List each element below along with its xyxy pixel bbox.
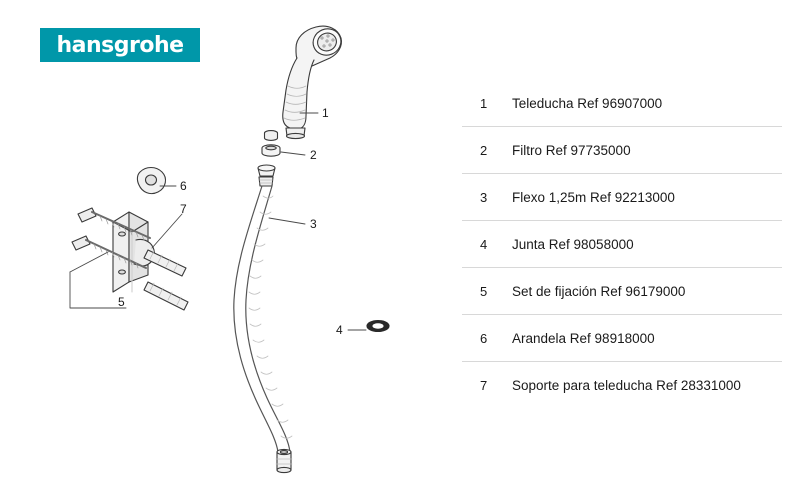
parts-list-row bbox=[462, 362, 782, 408]
part-number: 1 bbox=[480, 95, 488, 111]
part-number: 2 bbox=[480, 142, 488, 158]
parts-list-row bbox=[462, 80, 782, 127]
part-label: Teleducha Ref 96907000 bbox=[512, 95, 663, 111]
part-number: 3 bbox=[480, 189, 488, 205]
callout-6: 6 bbox=[180, 179, 187, 193]
part-number: 7 bbox=[480, 377, 488, 393]
parts-list-row bbox=[462, 127, 782, 174]
callout-4: 4 bbox=[336, 323, 343, 337]
parts-list-row bbox=[462, 174, 782, 221]
part-label: Flexo 1,25m Ref 92213000 bbox=[512, 189, 675, 205]
part-label: Soporte para teleducha Ref 28331000 bbox=[512, 377, 741, 393]
callout-1: 1 bbox=[322, 106, 329, 120]
part-label: Arandela Ref 98918000 bbox=[512, 330, 655, 346]
part-number: 5 bbox=[480, 283, 488, 299]
callout-5: 5 bbox=[118, 295, 125, 309]
part-number: 4 bbox=[480, 236, 488, 252]
part-label: Filtro Ref 97735000 bbox=[512, 142, 631, 158]
parts-list bbox=[462, 80, 782, 408]
brand-logo-text: hansgrohe bbox=[56, 32, 184, 58]
callout-2: 2 bbox=[310, 148, 317, 162]
parts-list-row bbox=[462, 221, 782, 268]
part-label: Set de fijación Ref 96179000 bbox=[512, 283, 686, 299]
part-label: Junta Ref 98058000 bbox=[512, 236, 634, 252]
callout-7: 7 bbox=[180, 202, 187, 216]
parts-list-row bbox=[462, 315, 782, 362]
callout-3: 3 bbox=[310, 217, 317, 231]
part-number: 6 bbox=[480, 330, 488, 346]
parts-list-row bbox=[462, 268, 782, 315]
